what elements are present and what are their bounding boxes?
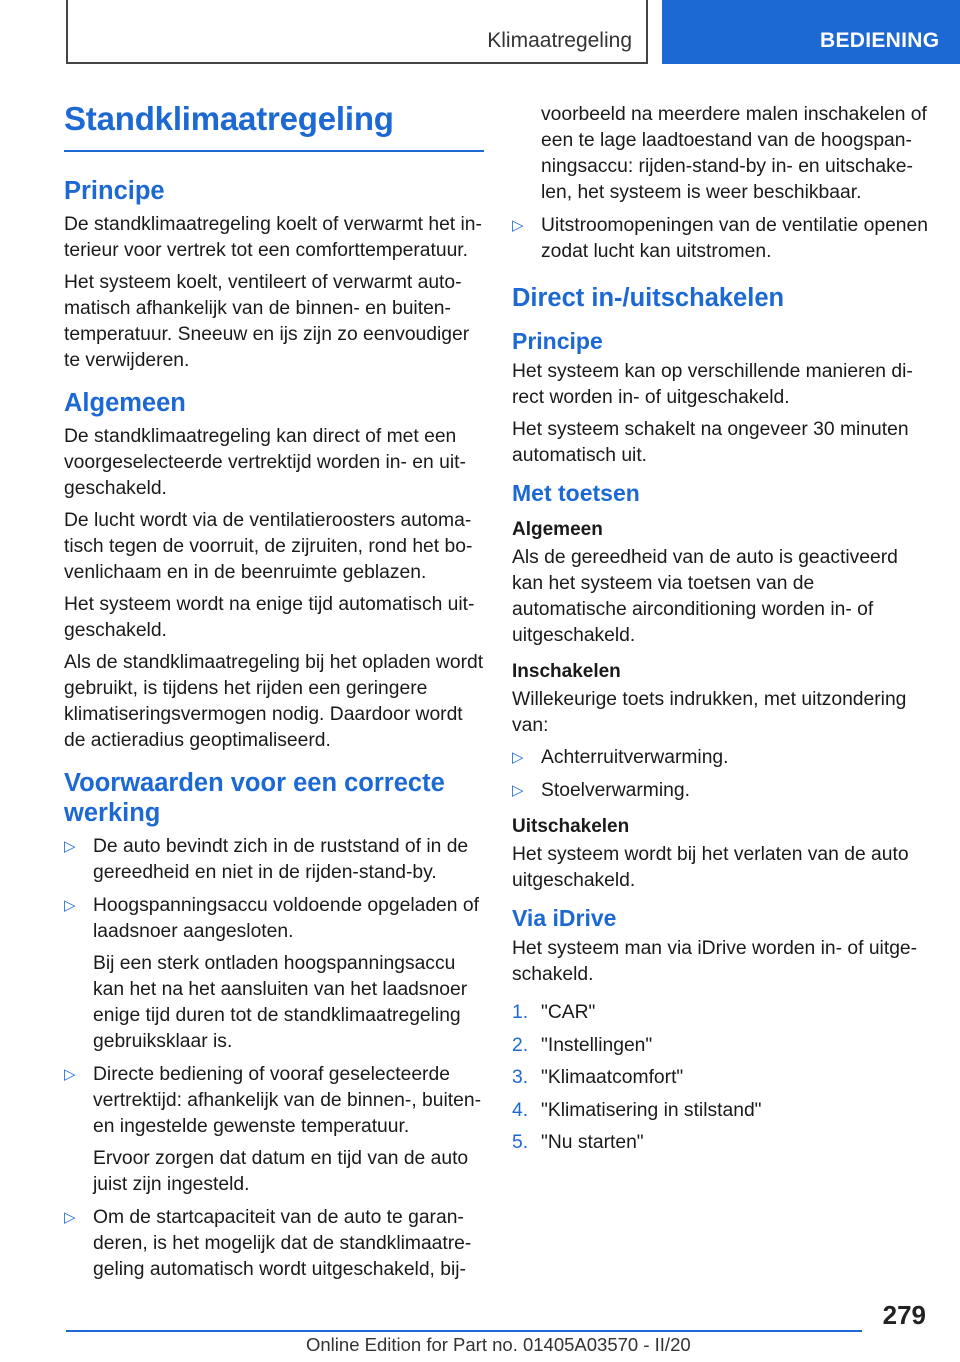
list-item [64,893,484,1055]
step-text: "Klimaatcomfort" [541,1067,684,1088]
paragraph: Het systeem man via iDrive worden in- of uitgeschakeld. [512,938,918,985]
step-number: 5. [512,1132,529,1153]
triangle-bullet-icon: ▷ [64,897,76,914]
triangle-bullet-icon: ▷ [64,1209,76,1226]
heading-met-toetsen: Met toetsen [512,480,640,506]
step-item [512,1065,932,1091]
paragraph: Het systeem wordt na enige tijd automatisch uitgeschakeld. [64,594,475,641]
heading-principe: Principe [512,328,603,354]
heading-voorwaarden: Voorwaarden voor een correcte werking [64,769,445,827]
header-frame [66,0,648,64]
edition-footer[interactable]: Online Edition for Part no. 01405A03570 - II/20 [306,1334,691,1355]
paragraph: Willekeurige toets indrukken, met uitzondering van: [512,689,907,736]
heading-principe: Principe [64,177,165,205]
paragraph: De lucht wordt via de ventilatieroosters automatisch tegen de voorruit, de zijruiten, rond het bovenlichaam en in de beenruimte geblazen. [64,510,473,583]
chapter-title: Klimaatregeling [487,29,632,52]
list-item-text: Achterruitverwarming. [541,747,729,768]
idrive-steps [512,1000,932,1156]
step-item [512,1130,932,1156]
step-item [512,1033,932,1059]
list-item-note: Ervoor zorgen dat datum en tijd van de auto juist zijn ingesteld. [93,1148,469,1195]
page-title: Standklimaatregeling [64,100,484,152]
list-item [512,213,932,265]
list-item [512,778,932,804]
paragraph: Het systeem koelt, ventileert of verwarmt automatisch afhankelijk van de binnen- en buitentemperatuur. Sneeuw en ijs zijn zo eenvoudiger te verwijderen. [64,272,470,371]
paragraph: Het systeem kan op verschillende manieren direct worden in- of uitgeschakeld. [512,361,913,408]
heading-algemeen: Algemeen [64,389,186,417]
right-column [512,102,932,1163]
step-number: 3. [512,1067,529,1088]
list-item-text: voorbeeld na meerdere malen inschakelen of een te lage laadtoestand van de hoogspanningsaccu: rijden-stand-by in- en uitschakelen, het systeem is weer beschikbaar. [541,104,927,203]
triangle-bullet-icon: ▷ [512,749,524,766]
paragraph: De standklimaatregeling koelt of verwarmt het interieur voor vertrek tot een comforttemperatuur. [64,214,482,261]
heading-via-idrive: Via iDrive [512,905,617,931]
step-text: "Klimatisering in stilstand" [541,1099,762,1121]
paragraph: Als de gereedheid van de auto is geactiveerd kan het systeem via toetsen van de automatische airconditioning worden in- of uitgeschakeld. [512,547,898,646]
paragraph: Het systeem schakelt na ongeveer 30 minuten automatisch uit. [512,419,909,466]
step-number: 2. [512,1034,529,1056]
step-number: 4. [512,1099,529,1121]
paragraph: De standklimaatregeling kan direct of met een voorgeselecteerde vertrektijd worden in- en uitgeschakeld. [64,426,466,499]
paragraph: Als de standklimaatregeling bij het opladen wordt gebruikt, is tijdens het rijden een geringere klimatiseringsvermogen nodig. Daardoor wordt de actieradius geoptimaliseerd. [64,652,484,751]
step-number: 1. [512,1002,529,1023]
step-item [512,1098,932,1124]
heading-direct: Direct in-/uitschakelen [512,284,785,312]
step-text: "CAR" [541,1002,596,1023]
list-item [64,1205,484,1283]
heading-algemeen: Algemeen [512,519,603,540]
page-number: 279 [882,1300,926,1330]
list-item-text: Uitstroomopeningen van de ventilatie openen zodat lucht kan uitstromen. [541,215,928,262]
list-item-note: Bij een sterk ontladen hoogspanningsaccu kan het na het aansluiten van het laadsnoer enige tijd duren tot de standklimaatregeling gebruiksklaar is. [93,953,468,1052]
heading-uitschakelen: Uitschakelen [512,816,630,837]
list-item-text: Om de startcapaciteit van de auto te garanderen, is het mogelijk dat de standklimaatregeling automatisch wordt uitgeschakeld, bij- [93,1207,472,1280]
heading-inschakelen: Inschakelen [512,661,621,682]
left-column [64,100,484,1290]
step-text: "Instellingen" [541,1034,653,1056]
list-item [64,834,484,886]
paragraph: Het systeem wordt bij het verlaten van de auto uitgeschakeld. [512,844,909,891]
list-item-continuation [512,102,932,206]
list-item [512,745,932,771]
requirements-list-continued [512,102,932,265]
list-item-text: De auto bevindt zich in de ruststand of in de gereedheid en niet in de rijden-stand-by. [93,836,469,883]
list-item-text: Directe bediening of vooraf geselecteerde vertrektijd: afhankelijk van de binnen-, buiten- en ingestelde gewenste temperatuur. [93,1064,481,1137]
footer-divider [66,1330,862,1332]
list-item-text: Stoelverwarming. [541,780,690,801]
list-item-text: Hoogspanningsaccu voldoende opgeladen of laadsnoer aangesloten. [93,895,479,942]
requirements-list [64,834,484,1283]
triangle-bullet-icon: ▷ [64,838,76,855]
triangle-bullet-icon: ▷ [512,217,524,234]
step-item [512,1000,932,1026]
list-item [64,1062,484,1198]
exceptions-list [512,745,932,804]
triangle-bullet-icon: ▷ [64,1066,76,1083]
section-tab[interactable]: BEDIENING [662,0,960,64]
triangle-bullet-icon: ▷ [512,782,524,799]
step-text: "Nu starten" [541,1132,644,1153]
